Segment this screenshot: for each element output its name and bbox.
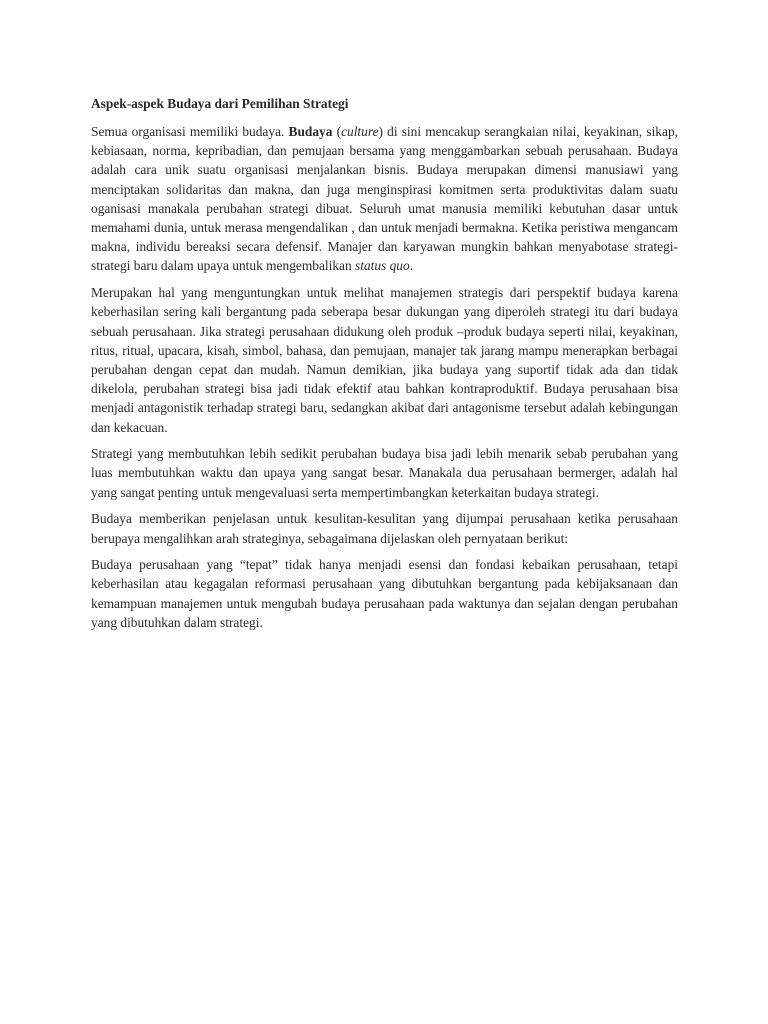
document-title: Aspek-aspek Budaya dari Pemilihan Strategi [91, 96, 349, 111]
paragraph-1-text-d: . [409, 258, 414, 274]
paragraph-1-text-c: ) di sini mencakup serangkaian nilai, keyakinan, sikap, kebiasaan, norma, kepribadian, dan pemujaan bersama yang menggambarkan sebuah perusahaan. Budaya adalah cara unik suatu organisasi menjalankan bisnis. Budaya merupakan dimensi manusiawi yang menciptakan solidaritas dan makna, dan juga menginspirasi komitmen serta produktivitas dalam suatu oganisasi manakala perubahan strategi dibuat. Seluruh umat manusia memiliki kebutuhan dasar untuk memahami dunia, untuk merasa mengendalikan , dan untuk menjadi bermakna. Ketika peristiwa mengancam makna, individu bereaksi secara defensif. Manajer dan karyawan mungkin bahkan menyabotase strategi-strategi baru dalam upaya untuk mengembalikan [91, 124, 678, 274]
paragraph-1-text-a: Semua organisasi memiliki budaya. [91, 124, 289, 139]
document-page [91, 94, 678, 640]
paragraph-5: Budaya perusahaan yang “tepat” tidak hanya menjadi esensi dan fondasi kebaikan perusahaan, tetapi keberhasilan atau kegagalan reformasi perusahaan yang dibutuhkan bergantung pada kebijaksanaan dan kemampuan manajemen untuk mengubah budaya perusahaan pada waktunya dan sejalan dengan perubahan yang dibutuhkan dalam strategi. [91, 557, 678, 630]
paragraph-3: Strategi yang membutuhkan lebih sedikit perubahan budaya bisa jadi lebih menarik sebab perubahan yang luas membutuhkan waktu dan upaya yang sangat besar. Manakala dua perusahaan bermerger, adalah hal yang sangat penting untuk mengevaluasi serta mempertimbangkan keterkaitan budaya strategi. [91, 446, 678, 500]
paragraph-2: Merupakan hal yang menguntungkan untuk melihat manajemen strategis dari perspektif budaya karena keberhasilan sering kali bergantung pada seberapa besar dukungan yang diperoleh strategi itu dari budaya sebuah perusahaan. Jika strategi perusahaan didukung oleh produk –produk budaya seperti nilai, keyakinan, ritus, ritual, upacara, kisah, simbol, bahasa, dan pemujaan, manajer tak jarang mampu menerapkan berbagai perubahan dengan cepat dan mudah. Namun demikian, jika budaya yang suportif tidak ada dan tidak dikelola, perubahan strategi bisa jadi tidak efektif atau bahkan kontraproduktif. Budaya perusahaan bisa menjadi antagonistik terhadap strategi baru, sedangkan akibat dari antagonisme tersebut adalah kebingungan dan kekacuan. [91, 285, 678, 435]
paragraph-4: Budaya memberikan penjelasan untuk kesulitan-kesulitan yang dijumpai perusahaan ketika perusahaan berupaya mengalihkan arah strateginya, sebagaimana dijelaskan oleh pernyataan berikut: [91, 511, 678, 546]
paragraph-1-italic-status-quo: status quo [355, 258, 410, 274]
paragraph-1-text-b: ( [332, 124, 342, 139]
paragraph-1-bold-term: Budaya [288, 124, 333, 139]
paragraph-1-italic-term: culture [341, 124, 379, 139]
paragraph-1 [91, 122, 678, 276]
